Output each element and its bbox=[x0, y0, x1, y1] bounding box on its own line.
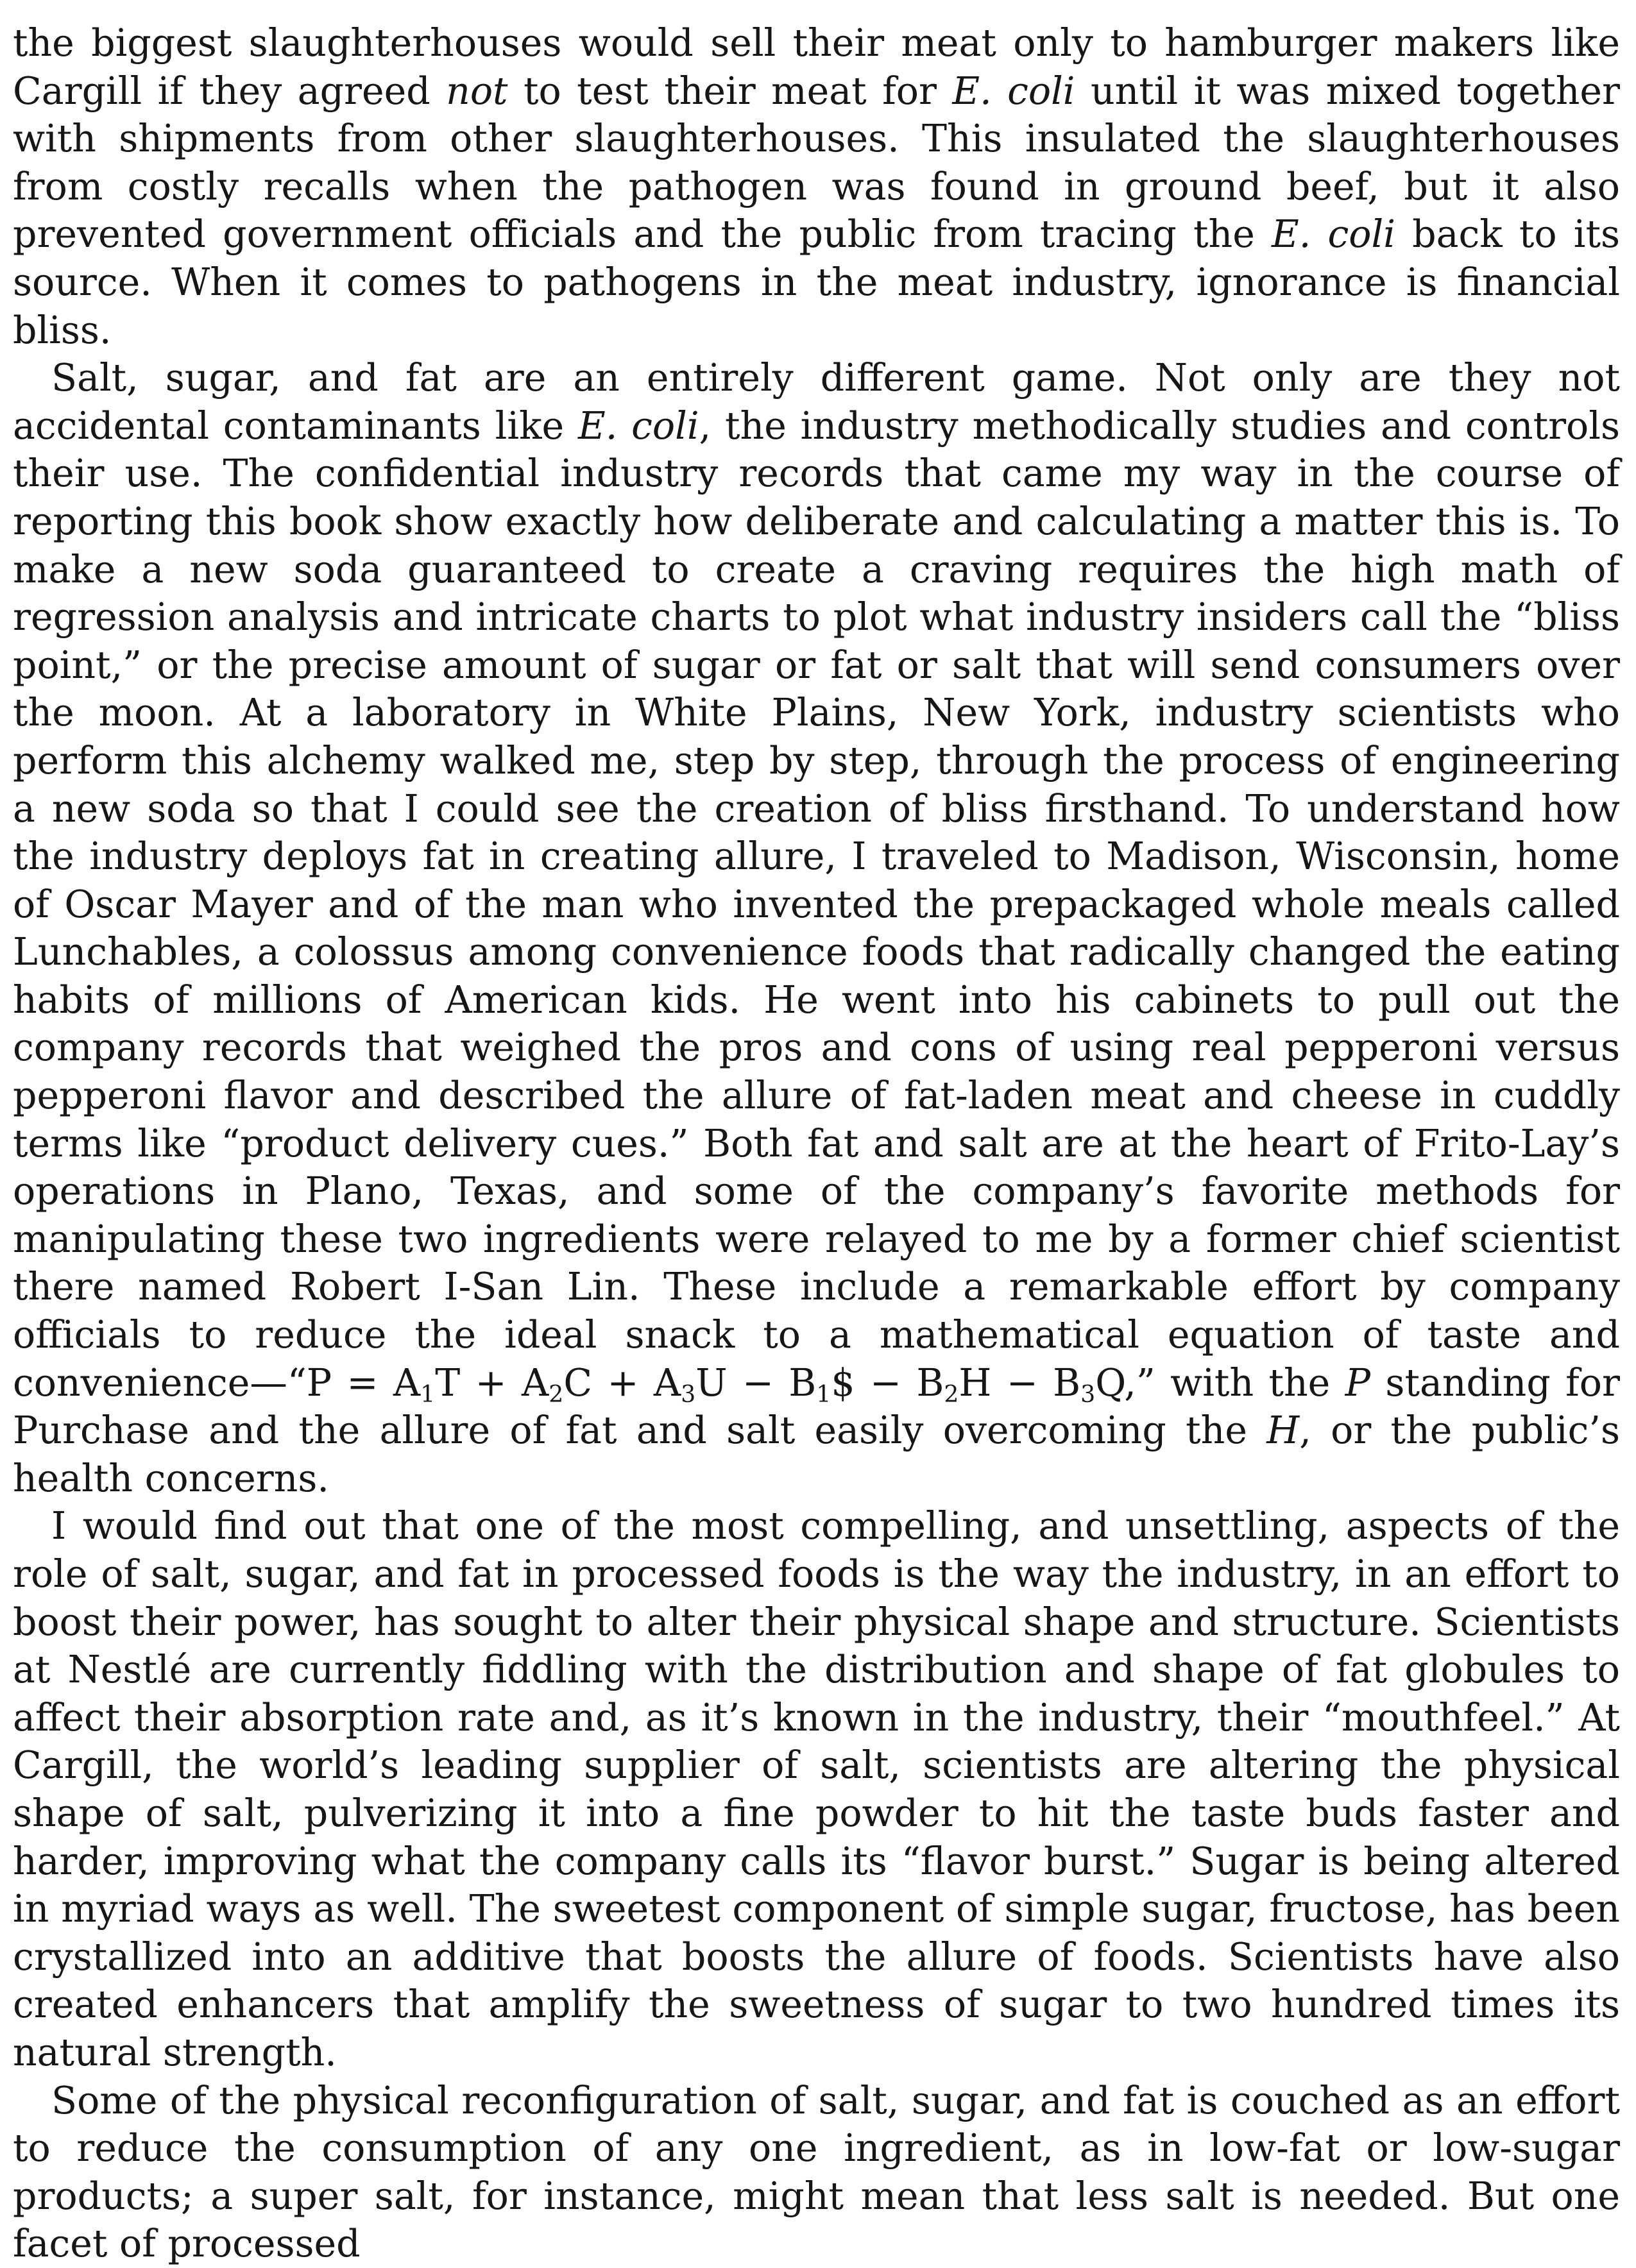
text-run: Salt, sugar, and fat are an entirely different game. Not only are they not accidental contaminants like bbox=[13, 356, 1620, 448]
italic-text: P bbox=[1345, 1360, 1371, 1405]
paragraph-ecoli-testing bbox=[13, 19, 1620, 354]
italic-text: E. coli bbox=[952, 69, 1075, 113]
text-run: back to its source. When it comes to pathogens in the meat industry, ignorance is financial bliss. bbox=[13, 212, 1620, 352]
subscript: 1 bbox=[420, 1380, 436, 1408]
subscript: 2 bbox=[549, 1380, 564, 1408]
paragraph-physical-shape bbox=[13, 1502, 1620, 2076]
book-page bbox=[13, 19, 1621, 2266]
paragraph-reconfiguration bbox=[13, 2077, 1620, 2268]
text-run: I would find out that one of the most compelling, and unsettling, aspects of the role of salt, sugar, and fat in processed foods is the way the industry, in an effort to boost their power, has sought to alter their physical shape and structure. Scientists at Nestlé are currently fiddling with the distribution and shape of fat globules to affect their absorption rate and, as it’s known in the industry, their “mouthfeel.” At Cargill, the world’s leading supplier of salt, scientists are altering the physical shape of salt, pulverizing it into a fine powder to hit the taste buds faster and harder, improving what the company calls its “flavor burst.” Sugar is being altered in myriad ways as well. The sweetest component of simple sugar, fructose, has been crystallized into an additive that boosts the allure of foods. Scientists have also created enhancers that amplify the sweetness of sugar to two hundred times its natural strength. bbox=[13, 1504, 1620, 2074]
paragraph-bliss-point bbox=[13, 354, 1620, 1502]
text-run: Some of the physical reconfiguration of salt, sugar, and fat is couched as an effort to reduce the consumption of any one ingredient, as in low-fat or low-sugar products; a super salt, for instance, might mean that less salt is needed. But one facet of processed bbox=[13, 2078, 1620, 2266]
italic-text: H bbox=[1266, 1409, 1300, 1453]
subscript: 3 bbox=[1080, 1380, 1096, 1408]
text-run: , or the public’s health concerns. bbox=[13, 1409, 1621, 1500]
text-run: to test their meat for bbox=[507, 69, 953, 113]
subscript: 1 bbox=[816, 1380, 831, 1408]
text-run: standing for Purchase and the allure of fat and salt easily overcoming the bbox=[13, 1360, 1620, 1453]
text-run: Q,” with the bbox=[1095, 1360, 1345, 1405]
italic-text: E. coli bbox=[578, 403, 699, 448]
text-run: H − B bbox=[959, 1360, 1081, 1405]
text-run: the biggest slaughterhouses would sell their meat only to hamburger makers like Cargill if they agreed bbox=[13, 21, 1620, 113]
italic-text: not bbox=[446, 69, 508, 113]
text-run: , the industry methodically studies and controls their use. The confidential industry records that came my way in the course of reporting this book show exactly how deliberate and calculating a matter this is. To make a new soda guaranteed to create a craving requires the high math of regression analysis and intricate charts to plot what industry insiders call the “bliss point,” or the precise amount of sugar or fat or salt that will send consumers over the moon. At a laboratory in White Plains, New York, industry scientists who perform this alchemy walked me, step by step, through the process of engineering a new soda so that I could see the creation of bliss firsthand. To understand how the industry deploys fat in creating allure, I traveled to Madison, Wisconsin, home of Oscar Mayer and of the man who invented the prepackaged whole meals called Lunchables, a colossus among convenience foods that radically changed the eating habits of millions of American kids. He went into his cabinets to pull out the company records that weighed the pros and cons of using real pepperoni versus pepperoni flavor and described the allure of fat-laden meat and cheese in cuddly terms like “product delivery cues.” Both fat and salt are at the heart of Frito-Lay’s operations in Plano, Texas, and some of the company’s favorite methods for manipulating these two ingredients were relayed to me by a former chief scientist there named Robert I-San Lin. These include a remarkable effort by company officials to reduce the ideal snack to a mathematical equation of taste and convenience—“P = A bbox=[13, 403, 1620, 1405]
italic-text: E. coli bbox=[1272, 212, 1395, 257]
subscript: 2 bbox=[944, 1380, 959, 1408]
text-run: C + A bbox=[563, 1360, 681, 1405]
text-run: U − B bbox=[695, 1360, 817, 1405]
text-run: T + A bbox=[435, 1360, 549, 1405]
text-run: $ − B bbox=[831, 1360, 944, 1405]
subscript: 3 bbox=[681, 1380, 696, 1408]
text-run: until it was mixed together with shipments from other slaughterhouses. This insulated the slaughterhouses from costly recalls when the pathogen was found in ground beef, but it also prevented government officials and the public from tracing the bbox=[13, 69, 1620, 257]
